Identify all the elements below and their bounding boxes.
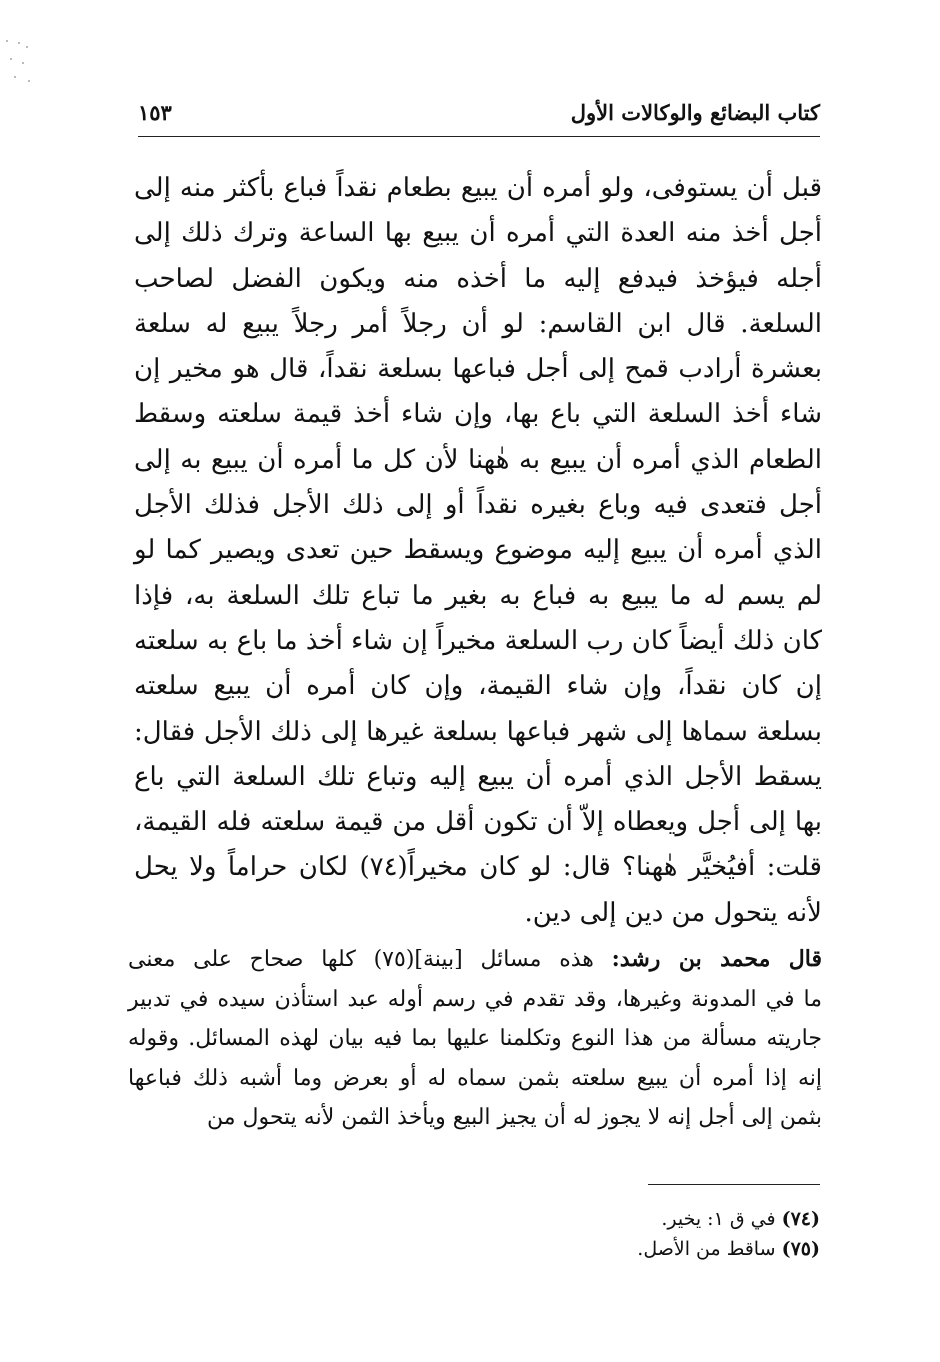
commentary-first-line xyxy=(128,940,822,980)
text-line: أجله فيؤخذ فيدفع إليه ما أخذه منه ويكون الفضل لصاحب xyxy=(134,263,822,294)
commentary-line: بثمن إلى أجل إنه لا يجوز له أن يجيز البيع ويأخذ الثمن لأنه يتحول من xyxy=(206,1105,822,1131)
text-line: الذي أمره أن يبيع إليه موضوع ويسقط حين تعدى ويصير كما لو xyxy=(134,535,822,566)
running-header xyxy=(138,96,820,137)
footnote xyxy=(500,1234,820,1264)
text-line: يسقط الأجل الذي أمره أن يبيع إليه وتباع تلك السلعة التي باع xyxy=(134,761,822,792)
footnote-number: (٧٥) xyxy=(781,1238,820,1260)
commentary-line: ما في المدونة وغيرها، وقد تقدم في رسم أوله عبد استأذن سيده في تدبير xyxy=(128,986,822,1012)
commentary-lead: قال محمد بن رشد: xyxy=(611,946,823,972)
text-line: لم يسم له ما يبيع به فباع به بغير ما تباع تلك السلعة به، فإذا xyxy=(134,580,822,611)
text-line: الطعام الذي أمره أن يبيع به هٰهنا لأن كل ما أمره أن يبيع به إلى xyxy=(134,444,822,475)
text-line: بسلعة سماها إلى شهر فباعها بسلعة غيرها إلى ذلك الأجل فقال: xyxy=(134,716,822,747)
commentary-first-line-text: هذه مسائل [بينة](٧٥) كلها صحاح على معنى xyxy=(128,947,594,972)
text-line: السلعة. قال ابن القاسم: لو أن رجلاً أمر رجلاً يبيع له سلعة xyxy=(134,308,822,339)
commentary-line: جاريته مسألة من هذا النوع وتكلمنا عليها بما فيه بيان لهذه المسائل. وقوله xyxy=(128,1026,822,1052)
commentary-block xyxy=(128,940,822,1138)
footnote-number: (٧٤) xyxy=(781,1208,820,1230)
text-line: بها إلى أجل ويعطاه إلاّ أن تكون أقل من قيمة سلعته فله القيمة، xyxy=(134,807,822,838)
footnote xyxy=(500,1204,820,1234)
text-line: لأنه يتحول من دين إلى دين. xyxy=(524,897,822,928)
text-line: قبل أن يستوفى، ولو أمره أن يبيع بطعام نقداً فباع بأكثر منه إلى xyxy=(134,173,822,203)
footnotes xyxy=(500,1204,820,1264)
footnote-text: في ق ١: يخير. xyxy=(661,1208,776,1230)
text-line: أجل أخذ منه العدة التي أمره أن يبيع بها الساعة وترك ذلك إلى xyxy=(134,218,822,249)
footnote-divider xyxy=(648,1184,820,1185)
text-line: شاء أخذ السلعة التي باع بها، وإن شاء أخذ قيمة سلعته وسقط xyxy=(134,399,822,430)
running-title: كتاب البضائع والوكالات الأول xyxy=(570,100,820,125)
text-line: إن كان نقداً، وإن شاء القيمة، وإن كان أمره أن يبيع سلعته xyxy=(134,671,822,702)
commentary-line: إنه إذا أمره أن يبيع سلعته بثمن سماه له أو بعرض وما أشبه ذلك فباعها xyxy=(128,1065,822,1091)
text-line: كان ذلك أيضاً كان رب السلعة مخيراً إن شاء أخذ ما باع به سلعته xyxy=(134,625,822,656)
text-line: أجل فتعدى فيه وباع بغيره نقداً أو إلى ذلك الأجل فذلك الأجل xyxy=(134,490,822,521)
text-line: قلت: أفيُخيَّر هٰهنا؟ قال: لو كان مخيراً(٧٤) لكان حراماً ولا يحل xyxy=(134,852,822,883)
main-text-block xyxy=(134,166,822,936)
page-number: ١٥٣ xyxy=(138,100,172,125)
footnote-text: ساقط من الأصل. xyxy=(637,1238,776,1260)
scan-margin-marks xyxy=(4,36,34,96)
text-line: بعشرة أرادب قمح إلى أجل فباعها بسلعة نقداً، قال هو مخير إن xyxy=(134,354,822,385)
